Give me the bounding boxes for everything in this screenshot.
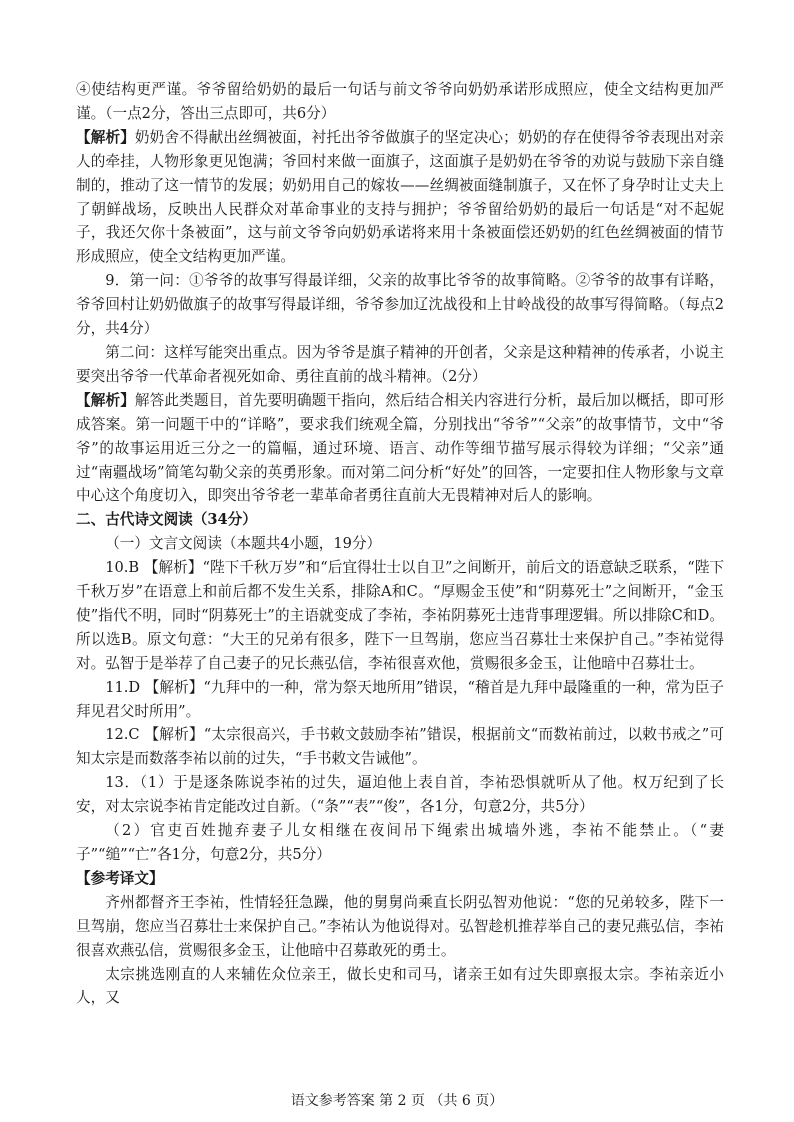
translation-paragraph: 齐州都督齐王李祐，性情轻狂急躁，他的舅舅尚乘直长阴弘智劝他说：“您的兄弟较多，陛下一旦驾崩，您应当召募壮士来保护自己。”李祐认为他说得对。弘智趁机推荐举自己的妻兄燕弘信，李祐很喜欢燕弘信，赏赐很多金玉，让他暗中召募敢死的勇士。 xyxy=(76,893,724,959)
section-heading: 二、古代诗文阅读（34分） xyxy=(76,511,257,529)
answer-q9-part1: 9．第一问：①爷爷的故事写得最详细，父亲的故事比爷爷的故事简略。②爷爷的故事有详略，爷爷回村让奶奶做旗子的故事写得最详细，爷爷参加辽沈战役和上甘岭战役的故事写得简略。（每点2分，共4分） xyxy=(76,272,724,338)
page-footer: 语文参考答案 第 2 页 （共 6 页） xyxy=(290,1093,504,1109)
subsection-heading: （一）文言文阅读（本题共4小题，19分） xyxy=(105,535,382,553)
analysis-text: 解答此类题目，首先要明确题干指向，然后结合相关内容进行分析，最后加以概括，即可形成答案。第一问题干中的“详略”，要求我们统观全篇，分别找出“爷爷”“父亲”的故事情节，文中“爷爷”的故事运用近三分之一的篇幅，通过环境、语言、动作等细节描写展示得较为详细；“父亲”通过“南疆战场”简笔勾勒父亲的英勇形象。而对第二问分析“好处”的回答，一定要扣住人物形象与文章中心这个角度切入，即突出爷爷老一辈革命者勇往直前大无畏精神对后人的影响。 xyxy=(76,391,724,505)
answer-q10: 10.B 【解析】“陛下千秋万岁”和“后宜得壮士以自卫”之间断开，前后文的语意缺乏联系，“陛下千秋万岁”在语意上和前后都不发生关系，排除A和C。“厚赐金玉使”和“阴募死士”之间断开，“金玉使”指代不明，同时“阴募死士”的主语就变成了李祐，李祐阴募死士违背事理逻辑。所以排除C和D。所以选B。原文句意：“大王的兄弟有很多，陛下一旦驾崩，您应当召募壮士来保护自己。”李祐觉得对。弘智于是举荐了自己妻子的兄长燕弘信，李祐很喜欢他，赏赐很多金玉，让他暗中召募壮士。 xyxy=(76,559,724,672)
analysis-text: 奶奶舍不得献出丝绸被面，衬托出爷爷做旗子的坚定决心；奶奶的存在使得爷爷表现出对亲人的牵挂，人物形象更见饱满；爷回村来做一面旗子，这面旗子是奶奶在爷爷的劝说与鼓励下亲自缝制的，推动了这一情节的发展；奶奶用自己的嫁妆——丝绸被面缝制旗子，又在怀了身孕时让丈夫上了朝鲜战场，反映出人民群众对革命事业的支持与拥护；爷爷留给奶奶的最后一句话是“对不起妮子，我还欠你十条被面”，这与前文爷爷向奶奶承诺将来用十条被面偿还奶奶的红色丝绸被面的情节形成照应，使全文结构更加严谨。 xyxy=(76,128,724,266)
answer-q13-part1: 13．（1）于是逐条陈说李祐的过失，逼迫他上表自首，李祐恐惧就听从了他。权万纪到了长安，对太宗说李祐肯定能改过自新。（“条”“表”“俊”，各1分，句意2分，共5分） xyxy=(76,774,724,816)
analysis-label: 【解析】 xyxy=(76,128,135,146)
analysis-paragraph-q9 xyxy=(76,389,724,509)
answer-q9-part2: 第二问：这样写能突出重点。因为爷爷是旗子精神的开创者，父亲是这种精神的传承者，小说主要突出爷爷一代革命者视死如命、勇往直前的战斗精神。（2分） xyxy=(76,343,724,385)
analysis-paragraph xyxy=(76,126,724,269)
reference-translation-heading: 【参考译文】 xyxy=(76,869,164,887)
translation-paragraph: 太宗挑选刚直的人来辅佐众位亲王，做长史和司马，诸亲王如有过失即禀报太宗。李祐亲近小人，又 xyxy=(76,965,724,1007)
answer-q12: 12.C 【解析】“太宗很高兴，手书敕文鼓励李祐”错误，根据前文“而数祐前过，以敕书戒之”可知太宗是而数落李祐以前的过失，“手书敕文告诫他”。 xyxy=(76,726,724,768)
answer-content xyxy=(76,78,724,1010)
answer-paragraph: ④使结构更严谨。爷爷留给奶奶的最后一句话与前文爷爷向奶奶承诺形成照应，使全文结构更加严谨。（一点2分，答出三点即可，共6分） xyxy=(76,81,724,122)
analysis-label: 【解析】 xyxy=(76,391,135,409)
answer-q11: 11.D 【解析】“九拜中的一种，常为祭天地所用”错误，“稽首是九拜中最隆重的一种，常为臣子拜见君父时所用”。 xyxy=(76,678,724,720)
answer-q13-part2: （2）官吏百姓抛弃妻子儿女相继在夜间吊下绳索出城墙外逃，李祐不能禁止。（“妻子”“缒”“亡”各1分，句意2分，共5分） xyxy=(76,822,724,863)
